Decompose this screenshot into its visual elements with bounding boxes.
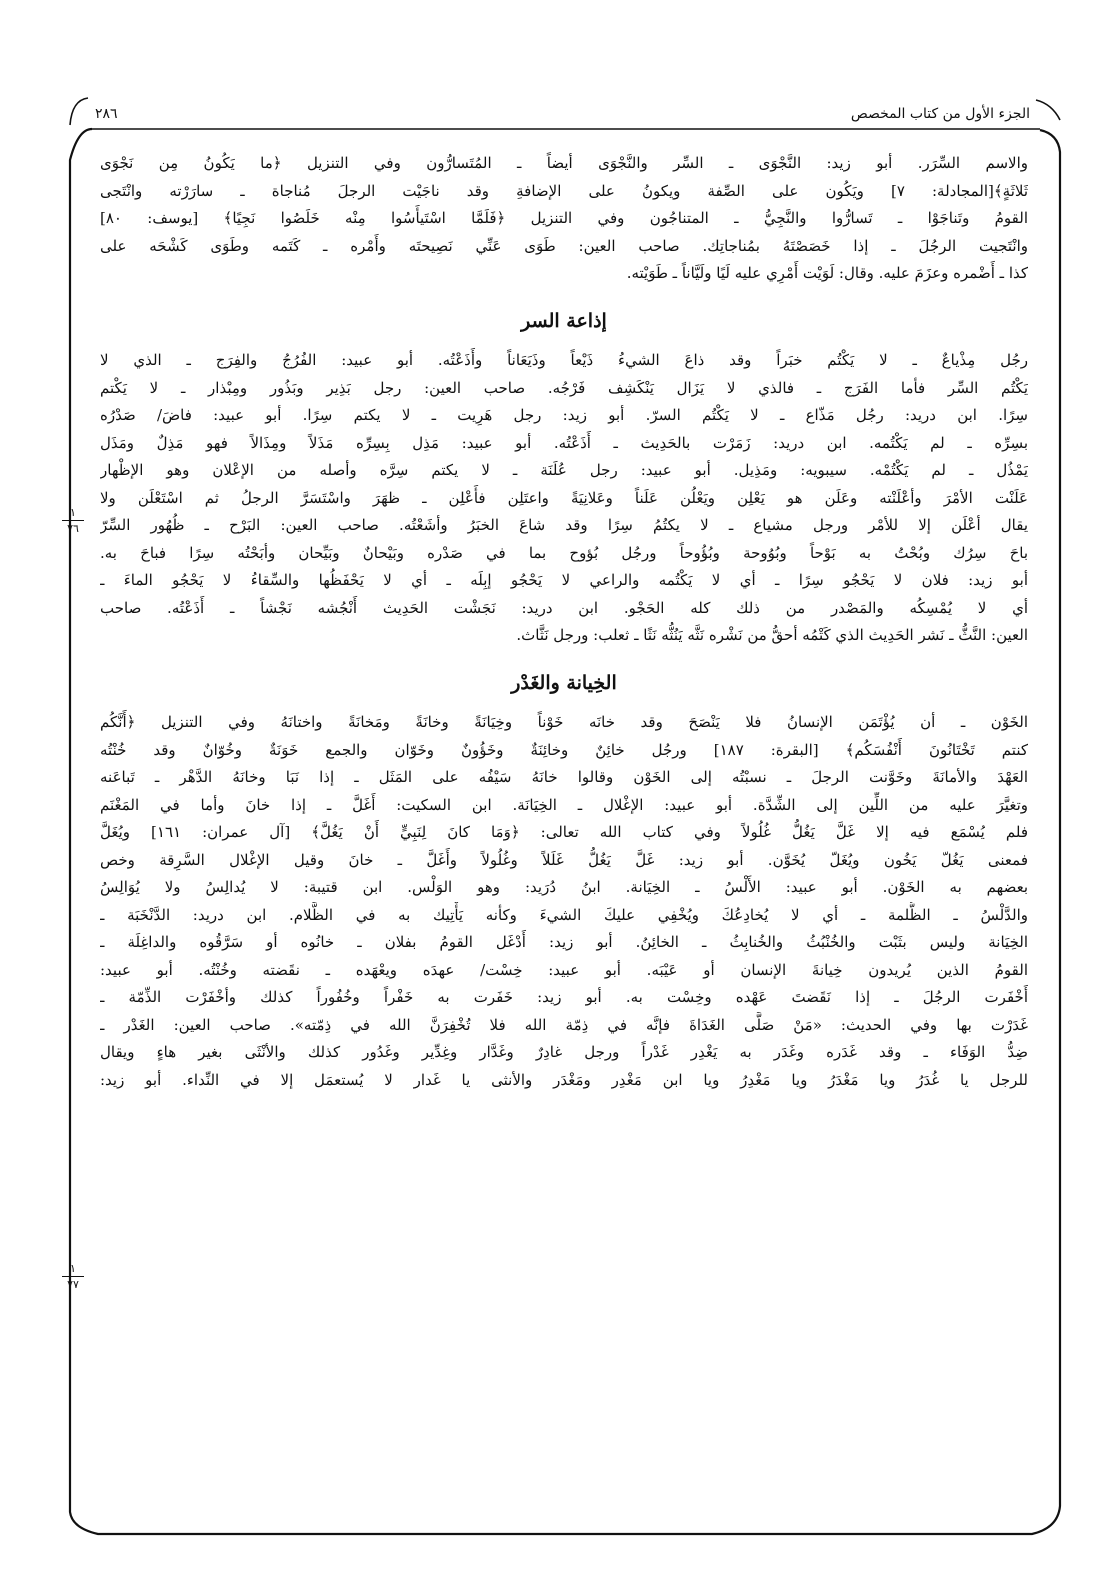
text-line: كذا ـ أَضْمره وعزَمَ عليه. وقال: لَوَيْت أَمْرِي عليه لَيًا ولَيَّاناً ـ طَوَيْته. [626,264,1028,282]
text-line: رجُل مِذْياعٌ ـ لا يَكْتُم خبَراً وقد ذاعَ الشيءُ ذَيْعاً وذَيَعَاناً وأَذَعْتُه. أبو عبيد: الفُرُجُ والفِرَج ـ الذي لا [100,351,1028,369]
paragraph-intro [100,150,1028,288]
text-line: يَكْتُم السِّر فأما الفَرَج ـ فالذي لا يَزَال يَنْكَشِف فَرْجُه. صاحب العين: رجل بَذِير وبَذُور ومِبْذار ـ لا يَكْتم [100,378,1028,397]
text-line: أبو زيد: فلان لا يَحْجُو سِرًا ـ أي لا يَكْتُمه والراعي لا يَحْجُو إبِلَه ـ أي لا يَحْفَظُها والسِّقاءُ لا يَحْجُو الماءَ ـ [100,571,1028,589]
text-line: يقال أعْلَن إلا للأمْر ورجل مشياع ـ لا يكتُمُ سِرًا وقد شاعَ الخبَرُ وأشَعْتُه. صاحب العين: البَرْح ـ ظُهُور السِّرّ [100,516,1028,534]
section-heading-secret: إذاعة السر [521,309,607,332]
text-line: للرجل يا غُدَرُ ويا مَغْدَرُ ويا مَغْدِرُ ويا ابن مَغْدِر ومَغْدَر والأنثى يا غَدار لا يُستعمَل إلا في النِّداء. أبو زيد: [100,1070,1028,1089]
margin-folio-marker [58,506,88,535]
text-line: ثَلاثَةٍ﴾[المجادلة: ٧] ويَكُون على الصِّفة ويكونُ على الإضافةِ وقد ناجَيْت الرجلَ مُناجاة ـ سارَرْته وانْتَجى [100,181,1028,200]
main-text [100,150,1028,1094]
paragraph-betrayal [100,709,1028,1094]
text-line: أي لا يُمْسِكُه والمَصْدر من ذلك كله الحَجْو. ابن دريد: نَجَشْت الحَدِيث أَنْجُشه نَجْشاً ـ أَذَعْتُه. صاحب [100,598,1028,617]
text-line: أَخْفَرت الرجُلَ ـ إذا نَقَضتَ عَهْده وخِسْت به. أبو زيد: خَفَرت به خَفْراً وخُفُوراً كذلك وأخْفَرْت الذِّمّة ـ [100,988,1028,1006]
paragraph-secret [100,347,1028,650]
running-header [95,104,1030,128]
text-line: غَدَرْت بها وفي الحديث: «مَنْ صَلَّى الغَدَاةَ فإنَّه في ذِمّة الله فلا تُخْفِرَنَّ الله في ذِمّته». صاحب العين: الغَدْر ـ [100,1015,1028,1034]
book-title: الجزء الأول من كتاب المخصص [850,106,1030,122]
text-line: القومُ الذين يُريدون خِيانةَ الإنسان أو عَيْبَه. أبو عبيد: خِسْت/ عهدَه ويعْهَده ـ نقَضته وخُنْتُه. أبو عبيد: [100,960,1028,979]
marker-bottom: ٧٦ [67,522,79,535]
marker-top: ١ [70,1262,76,1275]
text-line: فلم يُسْمَع فيه إلا غَلَّ يَغُلُّ غُلُولاً وفي كتاب الله تعالى: ﴿وَمَا كانَ لِنَبِيٍّ أَنْ يَغُلَّ﴾ [آل عمران: ١٦١] ويُغَلَّ [100,823,1028,841]
text-line: بسِرِّه ـ لم يَكْتُمه. ابن دريد: زَمَرْت بالحَدِيث ـ أَذَعْتُه. أبو عبيد: مَذِل بِسِرِّه مَذَلاً ومِذَالاً فهو مَذِلٌ ومَذَل [100,433,1028,452]
section-heading-betrayal: الخِيانة والغَدْر [511,671,617,694]
text-line: يَمْذُل ـ لم يَكْتُمْه. سيبويه: ومَذِيل. أبو عبيد: رجل عُلَنَة ـ لا يكتم سِرَّه وأصله من الإعْلان وهو الإظْهار [100,461,1028,479]
text-line: كنتم تَخْتَانُونَ أَنْفُسَكُم﴾ [البقرة: ١٨٧] ورجُل خائِنٌ وخائِنَةٌ وخَؤُونٌ وخَوّان والجمع خَوَنَةٌ وخُوّانٌ وقد خُنْتُه [100,740,1028,759]
page-number: ٢٨٦ [95,106,118,122]
text-line: باحَ سِرُك وبُحْتُ به بَوْحاً وبُوُوحة وبُؤُوحاً ورجُل بُؤوح بما في صَدْره وبَيْحانٌ وبَيِّحان وأبَحْتُه سِرًا فباحَ به. [100,543,1028,562]
margin-folio-marker [58,1262,88,1291]
text-line: فمعنى يَغُلّ يَخُون ويُغَلّ يُخَوَّن. أبو زيد: غَلَّ يَغُلُّ غَلَلاً وغُلُولاً وأَغَلَّ ـ خانَ وقيل الإغْلال السَّرِقة وخص [100,850,1028,869]
marker-bottom: ٧٧ [67,1278,79,1291]
text-line: والاسم السِّرَر. أبو زيد: النَّجْوَى ـ السِّر والنَّجْوَى أيضاً ـ المُتَسارُّون وفي التنزيل ﴿ما يَكُونُ مِن نَجْوَى [100,154,1028,172]
text-line: العين: النَّثُّ ـ نَشر الحَدِيث الذي كَتْمُه أحقُّ من نَشْره نَثَّه يَنُثُّه نَثًا ـ ثعلب: ورجل نَثَّاث. [516,626,1028,644]
marker-bar [62,1276,84,1277]
marker-top: ١ [70,506,76,519]
text-line: ضِدُّ الوَفَاء ـ وقد غَدَره وغَدَر به يَغْدِر غَدْراً ورجل غادِرٌ وغَدَّار وغِدِّير وغَدُور كذلك والأنْثَى بغير هاءٍ ويقال [100,1043,1028,1061]
text-line: الخِيَانة وليس بثَبْت والخُنْبُثُ والخُنابِثُ ـ الخائِنُ. أبو زيد: أَدْغَل القومُ بفلان ـ خانُوه أو سَرَّقُوه والداغِلَة ـ [100,933,1028,951]
text-line: والدَّلْسُ ـ الظُّلمة ـ أي لا يُخادِعُكَ ويُخْفِي عليكَ الشيءَ وكأنه يَأْتِيك به في الظَّلام. ابن دريد: الدَّنْخَبَة ـ [100,905,1028,924]
text-line: الخَوْن ـ أن يُؤْتَمَن الإنسانُ فلا يَنْصَحَ وقد خانَه خَوْناً وخِيَانَةً وخانَةً ومَخانَةً واختانَهُ وفي التنزيل ﴿أَنَّكُم [100,713,1028,731]
text-line: وتغيَّرَ عليه من اللِّين إلى الشِّدَّة. أبو عبيد: الإغْلال ـ الخِيَانَة. ابن السكيت: أَغَلَّ ـ إذا خانَ وأما في المَغْنَم [100,795,1028,814]
text-line: عَلَنْت الأمْرَ وأعْلَنْته وعَلَن هو يَعْلِن ويَعْلُن عَلَناً وعَلانِيَةً واعتَلِن فأَعْلِن ـ ظهَرَ واسْتَسَرَّ الرجلُ ثم اسْتَعْلَن ولا [100,488,1028,507]
text-line: سِرًا. ابن دريد: رجُل مَذّاع ـ لا يَكْتُم السرّ. أبو زيد: رجل هَرِيت ـ لا يكتم سِرًا. أبو عبيد: فاضَ/ صَدْرُه [100,406,1028,424]
marker-bar [62,520,84,521]
text-line: بعضهم به الخَوْن. أبو عبيد: الأَلْسُ ـ الخِيَانة. ابنُ دُرَيد: وهو الوَلْس. ابن قتيبة: لا يُدالِسُ ولا يُوَالِسُ [100,878,1028,896]
text-line: العَهْدَ والأمانَةَ وخَوَّنت الرجلَ ـ نسبْتُه إلى الخَوْن وقالوا خانَهُ سَيْفُه على المَثَل ـ إذا نَبَا وخانَهُ الدَّهْر ـ تَباعَنه [100,768,1028,786]
text-line: وانْتَجيت الرجُلَ ـ إذا خَصَصْتَهُ بمُناجاتِك. صاحب العين: طَوَى عَنِّي نَصِيحتَه وأَمْره ـ كَتَمه وطَوَى كَشْحَه على [100,236,1028,255]
text-line: القومُ وتَناجَوْا ـ تَسارُّوا والنَّجِيُّ ـ المتناجُون وفي التنزيل ﴿فَلَمَّا اسْتَيأَسُوا مِنْه خَلَصُوا نَجِيًا﴾ [يوسف: ٨٠] [100,209,1028,227]
